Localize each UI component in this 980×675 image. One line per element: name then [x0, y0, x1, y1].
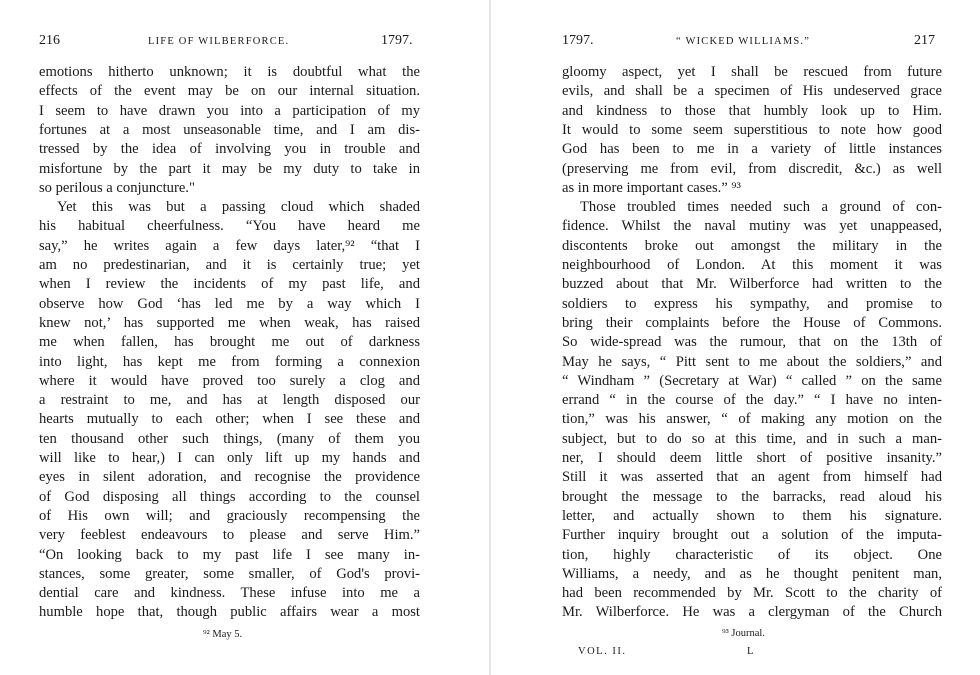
text-line: brought the message to the barracks, read aloud his [562, 488, 942, 505]
text-line: a restraint to me, and has at length disposed our [39, 392, 420, 409]
text-line: and kindness to those that humbly look up to Him. [562, 102, 942, 119]
text-line: knew not,’ has supported me when weak, has raised [39, 314, 420, 331]
text-line: fidence. Whilst the naval mutiny was yet unappeased, [562, 218, 942, 235]
text-line: Yet this was but a passing cloud which shaded [57, 199, 420, 216]
text-line: of God disposing all things according to the counsel [39, 488, 420, 505]
text-line: dential care and kindness. These infuse into me a [39, 585, 420, 602]
text-line: “ Windham ” (Secretary at War) “ called ” on the same [562, 372, 942, 389]
signature-volume: VOL. II. [578, 646, 627, 657]
text-line: buzzed about that Mr. Wilberforce had written to the [562, 276, 942, 293]
left-page-number: 216 [39, 33, 60, 48]
text-line: misfortune by the part it may be my duty to take in [39, 160, 420, 177]
right-page-header [490, 33, 980, 53]
left-page-header [0, 33, 490, 53]
text-line: discontents broke out amongst the military in the [562, 237, 942, 254]
text-line: So wide-spread was the rumour, that on the 13th of [562, 334, 942, 351]
text-line: subject, but to do so at this time, and in such a man- [562, 430, 942, 447]
text-line: Those troubled times needed such a ground of con- [580, 199, 942, 216]
text-line: me when fallen, has brought me out of darkness [39, 334, 420, 351]
text-line: Williams, a needy, and as he thought penitent man, [562, 565, 942, 582]
text-line: gloomy aspect, yet I shall be rescued from future [562, 64, 942, 80]
text-line: ner, I should deem little short of positive insanity.” [562, 450, 942, 466]
text-line: when I review the incidents of my past life, and [39, 276, 420, 293]
text-line: had been recommended by Mr. Scott to the charity of [562, 585, 942, 602]
text-line: tressed by the idea of involving you in trouble and [39, 141, 420, 158]
text-line: effects of the event may be on our internal situation. [39, 83, 420, 100]
text-line: I seem to have drawn you into a participation of my [39, 102, 420, 119]
text-line: errand “ in the course of the day.” “ I have no inten- [562, 392, 942, 409]
text-line: so perilous a conjuncture." [39, 179, 195, 196]
right-running-head: “ WICKED WILLIAMS.” [676, 36, 811, 47]
text-line: tion,” was his answer, “ of making any motion on the [562, 411, 942, 428]
text-line: It would to some seem superstitious to note how good [562, 121, 942, 138]
text-line: “On looking back to my past life I see many in- [39, 546, 420, 563]
text-line: eyes in silent adoration, and recognise the providence [39, 469, 420, 486]
text-line: God has been to me in a variety of little instances [562, 141, 942, 158]
text-line: say,” he writes again a few days later,⁹² “that I [39, 237, 420, 254]
text-line: as in more important cases.” ⁹³ [562, 179, 741, 196]
left-page-year: 1797. [381, 33, 413, 48]
right-page-year: 1797. [562, 33, 594, 48]
text-line: of His own will; and graciously recompensing the [39, 507, 420, 524]
text-line: letter, and actually shown to them his signature. [562, 507, 942, 524]
text-line: (preserving me from evil, from discredit, &c.) as well [562, 160, 942, 177]
text-line: ten thousand other such things, (many of them you [39, 430, 420, 447]
left-footnote: ⁹² May 5. [203, 629, 243, 640]
text-line: hearts mutually to each other; when I see these and [39, 411, 420, 428]
text-line: humble hope that, though public affairs wear a most [39, 604, 420, 621]
right-page-number: 217 [914, 33, 935, 48]
text-line: emotions hitherto unknown; it is doubtful what the [39, 64, 420, 80]
text-line: neighbourhood of London. At this moment it was [562, 257, 942, 273]
text-line: observe how God ‘has led me by a way which I [39, 295, 420, 312]
text-line: will like to hear,) I can only lift up my hands and [39, 450, 420, 466]
text-line: bring their complaints before the House of Commons. [562, 314, 942, 331]
text-line: his habitual cheerfulness. “You have heard me [39, 218, 420, 235]
text-line: tion, highly characteristic of its object. One [562, 546, 942, 563]
text-line: am no predestinarian, and it is certainly true; yet [39, 257, 420, 273]
text-line: Mr. Wilberforce. He was a clergyman of the Church [562, 604, 942, 621]
text-line: soldiers to express his sympathy, and promise to [562, 295, 942, 312]
right-footnote: ⁹³ Journal. [722, 628, 765, 639]
text-line: Still it was asserted that an agent from himself had [562, 469, 942, 486]
signature-mark: L [747, 646, 755, 657]
right-page [490, 0, 980, 675]
text-line: Further inquiry brought out a solution of the imputa- [562, 527, 942, 544]
text-line: where it would have proved too surely a clog and [39, 372, 420, 389]
text-line: into light, has kept me from forming a connexion [39, 353, 420, 370]
text-line: stances, some greater, some smaller, of God's provi- [39, 565, 420, 582]
text-line: very feeblest endeavours to please and serve Him.” [39, 527, 420, 544]
left-running-head: LIFE OF WILBERFORCE. [148, 36, 290, 47]
text-line: evils, and shall be a specimen of His undeserved grace [562, 83, 942, 100]
text-line: fortunes at a most unseasonable time, and I am dis- [39, 121, 420, 138]
text-line: May he says, “ Pitt sent to me about the soldiers,” and [562, 353, 942, 370]
